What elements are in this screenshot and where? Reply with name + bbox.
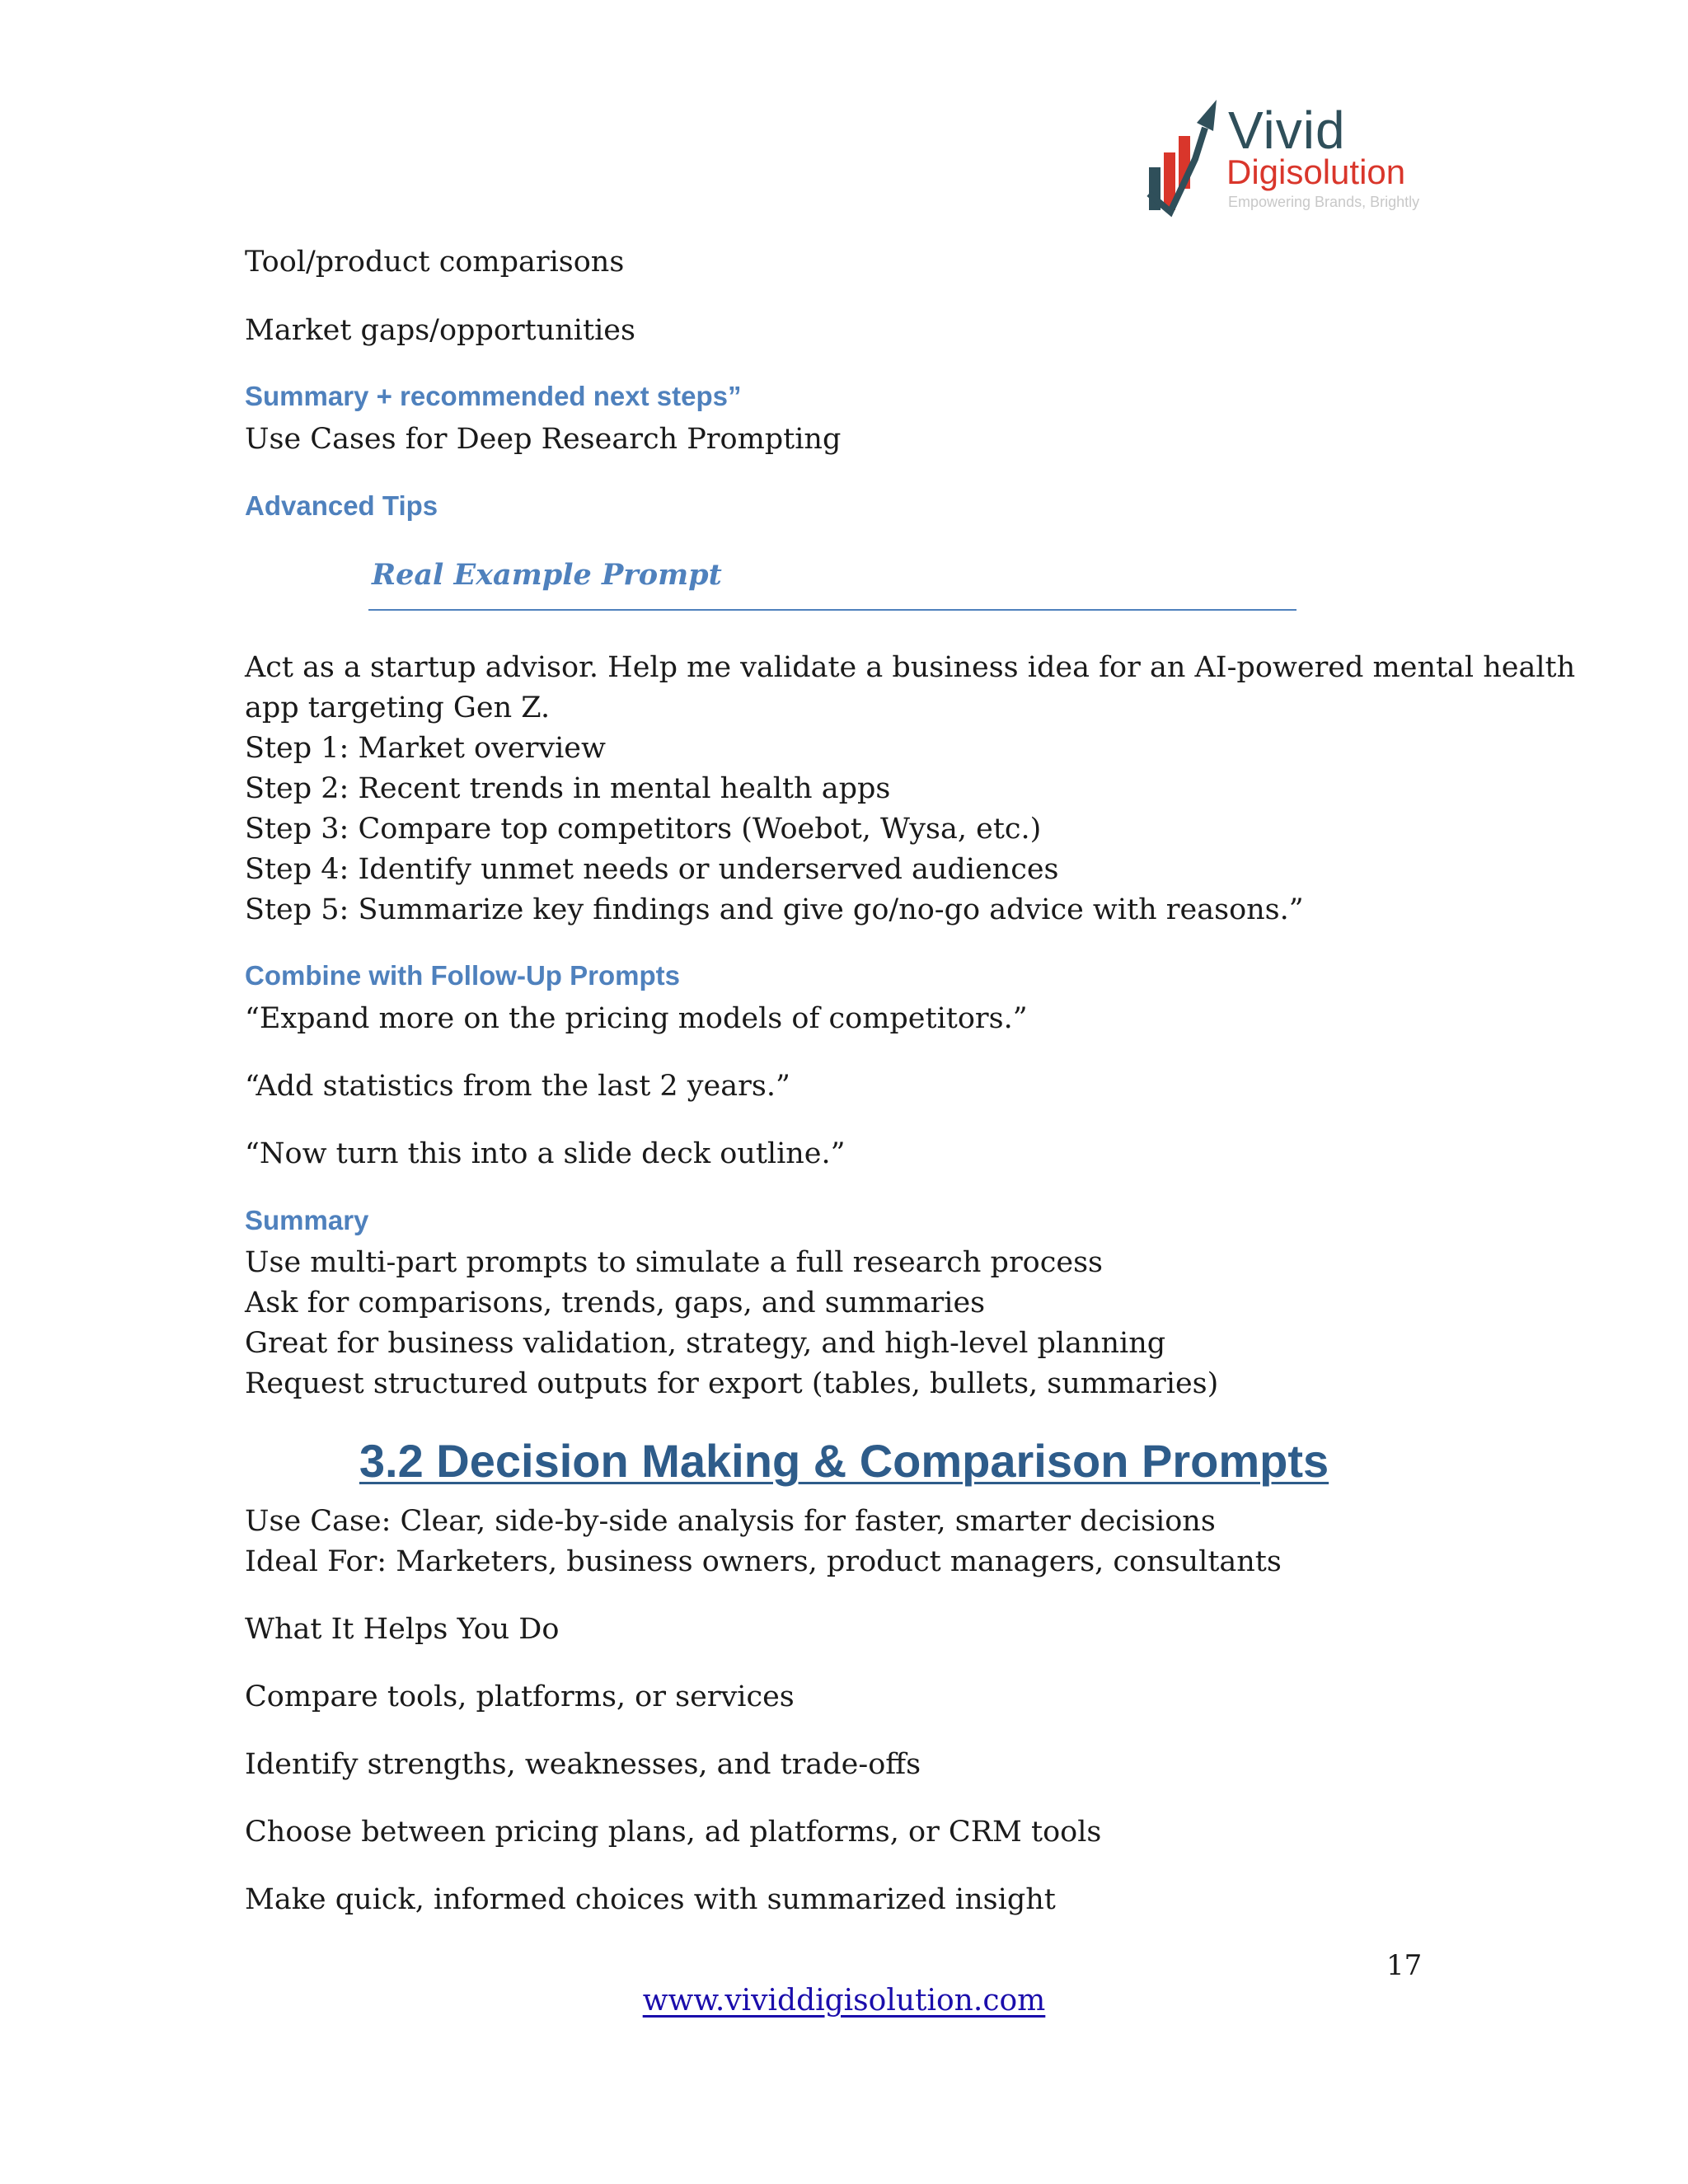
ideal-for-line: Ideal For: Marketers, business owners, product managers, consultants — [245, 1545, 1282, 1578]
real-example-heading: Real Example Prompt — [372, 558, 722, 592]
example-step: Step 1: Market overview — [245, 732, 606, 765]
followup-item: “Expand more on the pricing models of competitors.” — [245, 1002, 1028, 1035]
summary-item: Use multi-part prompts to simulate a full research process — [245, 1246, 1103, 1279]
bar-chart-arrow-icon — [1146, 95, 1220, 218]
logo-tagline: Empowering Brands, Brightly — [1228, 194, 1420, 210]
example-step: Step 5: Summarize key findings and give go/no-go advice with reasons.” — [245, 893, 1304, 926]
helps-item: Identify strengths, weaknesses, and trade-offs — [245, 1748, 921, 1781]
advanced-tips-heading: Advanced Tips — [245, 490, 438, 521]
summary-heading: Summary — [245, 1205, 369, 1235]
page-number: 17 — [1386, 1949, 1423, 1982]
summary-item: Request structured outputs for export (tables, bullets, summaries) — [245, 1367, 1219, 1400]
logo-word-vivid: Vivid — [1228, 101, 1346, 160]
followup-item: “Add statistics from the last 2 years.” — [245, 1070, 790, 1103]
list-item: Tool/product comparisons — [245, 246, 625, 279]
heading-divider — [368, 609, 1296, 611]
summary-next-steps-heading: Summary + recommended next steps” — [245, 381, 742, 411]
logo-word-digisolution: Digisolution — [1226, 152, 1406, 191]
logo — [1146, 95, 1442, 218]
summary-item: Ask for comparisons, trends, gaps, and summaries — [245, 1286, 986, 1319]
combine-heading: Combine with Follow-Up Prompts — [245, 960, 680, 991]
example-prompt-line: Act as a startup advisor. Help me validate a business idea for an AI-powered mental health — [245, 651, 1576, 684]
use-cases-line: Use Cases for Deep Research Prompting — [245, 423, 842, 456]
example-step: Step 3: Compare top competitors (Woebot, Wysa, etc.) — [245, 813, 1042, 846]
use-case-line: Use Case: Clear, side-by-side analysis for faster, smarter decisions — [245, 1505, 1216, 1538]
website-link[interactable]: www.vividdigisolution.com — [642, 1984, 1046, 2018]
list-item: Market gaps/opportunities — [245, 314, 635, 347]
helps-item: Make quick, informed choices with summarized insight — [245, 1883, 1056, 1916]
example-step: Step 4: Identify unmet needs or underserved audiences — [245, 853, 1059, 886]
example-prompt-line: app targeting Gen Z. — [245, 691, 551, 724]
summary-item: Great for business validation, strategy, and high-level planning — [245, 1327, 1166, 1360]
helps-item: Compare tools, platforms, or services — [245, 1680, 795, 1713]
section-title: 3.2 Decision Making & Comparison Prompts — [359, 1435, 1329, 1487]
example-step: Step 2: Recent trends in mental health apps — [245, 772, 891, 805]
followup-item: “Now turn this into a slide deck outline.” — [245, 1137, 846, 1170]
helps-heading: What It Helps You Do — [245, 1613, 560, 1646]
helps-item: Choose between pricing plans, ad platforms, or CRM tools — [245, 1816, 1102, 1849]
